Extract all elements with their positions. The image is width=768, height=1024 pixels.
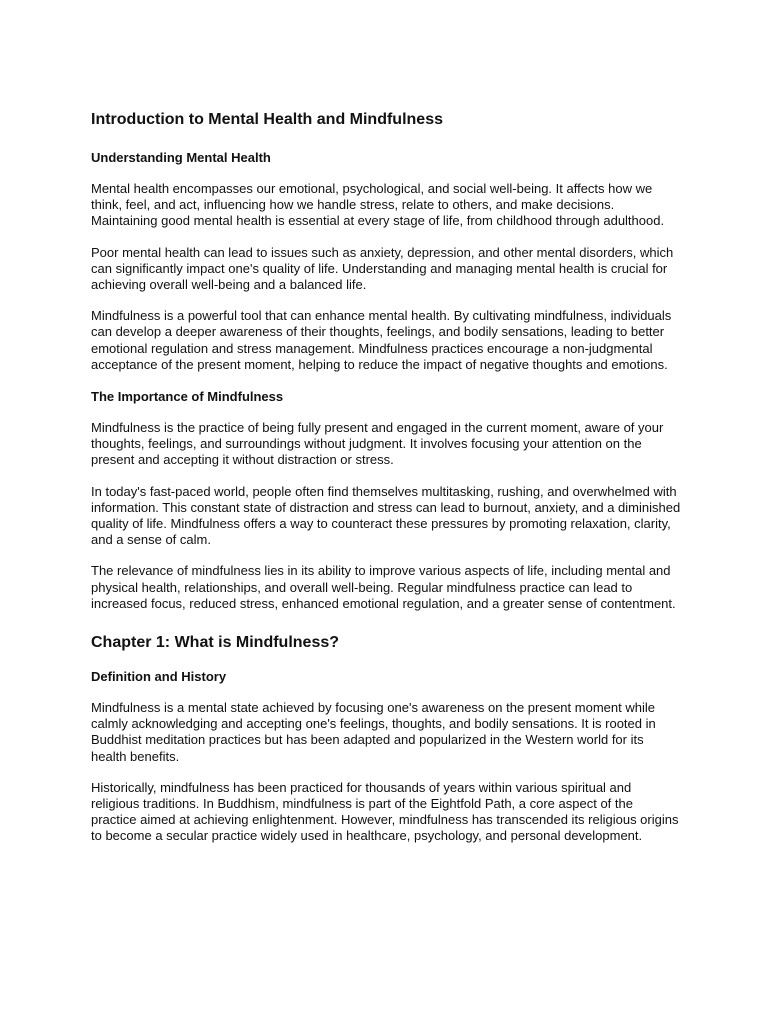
document-page (91, 108, 681, 860)
paragraph: Mindfulness is a mental state achieved by focusing one's awareness on the present moment while calmly acknowledging and accepting one's feelings, thoughts, and bodily sensations. It is rooted in Buddhist meditation practices but has been adapted and popularized in the Western world for its health benefits. (91, 700, 656, 764)
paragraph: In today's fast-paced world, people often find themselves multitasking, rushing, and overwhelmed with information. This constant state of distraction and stress can lead to burnout, anxiety, and a diminished quality of life. Mindfulness offers a way to counteract these pressures by promoting relaxation, clarity, and a sense of calm. (91, 483, 681, 548)
section-heading-understanding-mental-health: Understanding Mental Health (91, 150, 271, 165)
paragraph: Mental health encompasses our emotional, psychological, and social well-being. It affects how we think, feel, and act, influencing how we handle stress, relate to others, and make decisions. Maintaining good mental health is essential at every stage of life, from childhood through adulthood. (91, 181, 665, 229)
section-heading-importance-of-mindfulness: The Importance of Mindfulness (91, 389, 284, 405)
section-heading-definition-and-history: Definition and History (91, 669, 227, 685)
paragraph: Poor mental health can lead to issues such as anxiety, depression, and other mental disorders, which can significantly impact one's quality of life. Understanding and managing mental health is crucial for achieving overall well-being and a balanced life. (91, 244, 674, 293)
document-title: Introduction to Mental Health and Mindfulness (91, 111, 443, 128)
chapter-title: Chapter 1: What is Mindfulness? (91, 634, 340, 652)
paragraph: Historically, mindfulness has been practiced for thousands of years within various spiritual and religious traditions. In Buddhism, mindfulness is part of the Eightfold Path, a core aspect of the practice aimed at achieving enlightenment. However, mindfulness has transcended its religious origins to become a secular practice widely used in healthcare, psychology, and personal development. (91, 779, 679, 844)
paragraph: Mindfulness is a powerful tool that can enhance mental health. By cultivating mindfulness, individuals can develop a deeper awareness of their thoughts, feelings, and bodily sensations, leading to better emotional regulation and stress management. Mindfulness practices encourage a non-judgmental acceptance of the present moment, helping to reduce the impact of negative thoughts and emotions. (91, 308, 672, 372)
paragraph: Mindfulness is the practice of being fully present and engaged in the current moment, aware of your thoughts, feelings, and surroundings without judgment. It involves focusing your attention on the present and accepting it without distraction or stress. (91, 420, 664, 468)
paragraph: The relevance of mindfulness lies in its ability to improve various aspects of life, including mental and physical health, relationships, and overall well-being. Regular mindfulness practice can lead to increased focus, reduced stress, enhanced emotional regulation, and a greater sense of contentment. (91, 563, 676, 611)
